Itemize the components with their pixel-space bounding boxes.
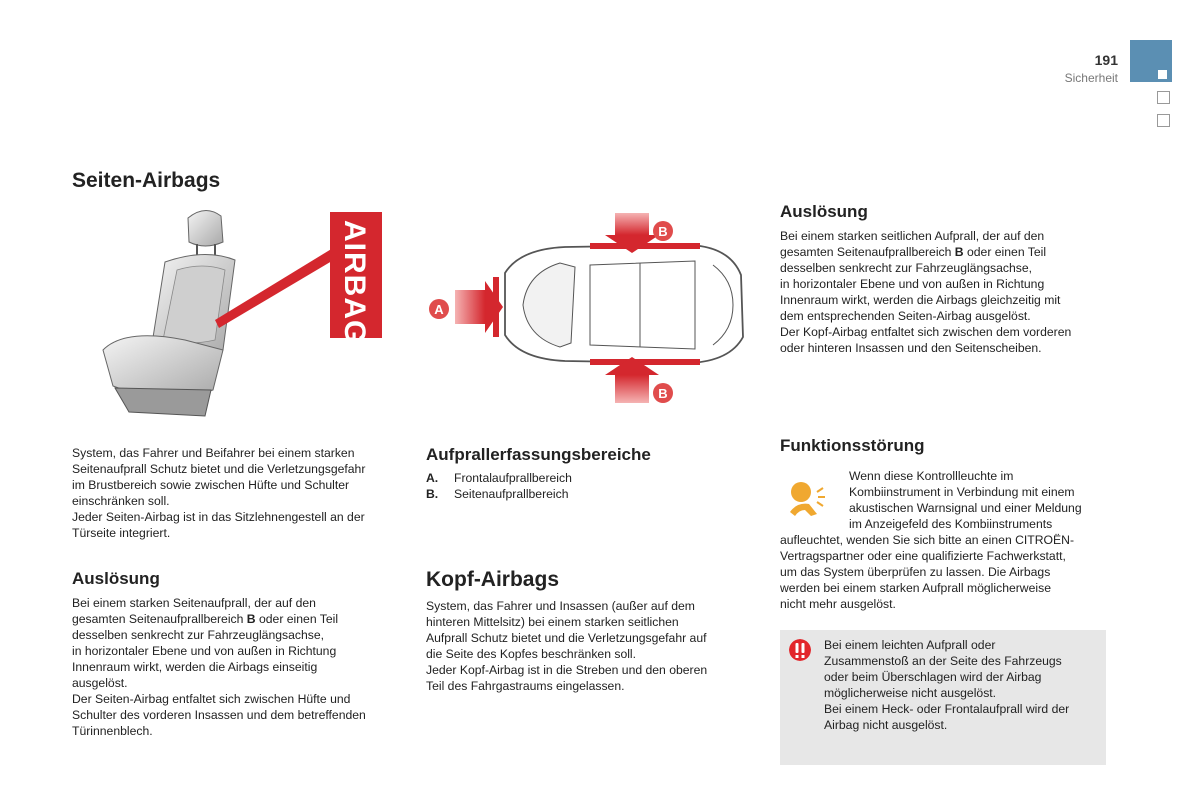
chapter-tab-box xyxy=(1157,114,1170,127)
seat-airbag-illustration xyxy=(85,200,395,425)
car-impact-zones-diagram xyxy=(425,205,750,415)
chapter-tab xyxy=(1130,40,1172,82)
marker-b-top: B xyxy=(658,224,668,239)
marker-b-bottom: B xyxy=(658,386,668,401)
page-title: Seiten-Airbags xyxy=(72,169,221,192)
list-item: A. Frontalaufprallbereich xyxy=(426,471,572,485)
marker-a: A xyxy=(434,302,444,317)
impact-zones-heading: Aufprallerfassungsbereiche xyxy=(426,445,651,464)
intro-text: System, das Fahrer und Beifahrer bei einem starken Seitenaufprall Schutz bietet und die Verletzungsgefahr im Brustbereich sowie zwischen Hüfte und Schulter einschränken soll. Jeder Seiten-Airbag ist in das Sitzlehnengestell an der Türseite integriert. xyxy=(72,446,366,540)
page-number: 191 xyxy=(1094,52,1118,68)
list-item: B. Seitenaufprallbereich xyxy=(426,487,569,501)
exclamation-icon xyxy=(789,639,811,661)
warning-text: Bei einem leichten Aufprall oder Zusammenstoß an der Seite des Fahrzeugs oder beim Überschlagen wird der Airbag möglicherweise nicht ausgelöst. Bei einem Heck- oder Frontalaufprall wird der Airbag nicht ausgelöst. xyxy=(824,638,1070,732)
section-label: Sicherheit xyxy=(1064,71,1118,85)
head-airbag-deployment-heading: Auslösung xyxy=(780,202,868,221)
impact-zones-list xyxy=(426,470,572,502)
side-airbag-deployment-heading: Auslösung xyxy=(72,569,160,588)
malfunction-text: aufleuchtet, wenden Sie sich bitte an einen CITROËN- Vertragspartner oder eine qualifizierte Fachwerkstatt, um das System überprüfen zu lassen. Die Airbags werden bei einem starken Aufprall möglicherweise nicht mehr ausgelöst. xyxy=(780,533,1075,611)
malfunction-heading: Funktionsstörung xyxy=(780,436,925,455)
head-airbags-text: System, das Fahrer und Insassen (außer auf dem hinteren Mittelsitz) bei einem starken seitlichen Aufprall Schutz bietet und die Verletzungsgefahr auf die Seite des Kopfes beschränken soll. Jeder Kopf-Airbag ist in die Streben und den oberen Teil des Fahrgastraums eingelassen. xyxy=(426,599,708,693)
airbag-warning-lamp-icon xyxy=(787,478,831,518)
head-airbags-heading: Kopf-Airbags xyxy=(426,568,559,591)
chapter-tab-box xyxy=(1157,91,1170,104)
airbag-label: AIRBAG xyxy=(338,220,371,345)
warning-box xyxy=(780,630,1106,765)
side-airbag-deployment-text: Bei einem starken Seitenaufprall, der auf den gesamten Seitenaufprallbereich B oder einen Teil desselben senkrecht zur Fahrzeuglängsachse, in horizontaler Ebene und von außen in Richtung Innenraum wirkt, werden die Airbags einseitig ausgelöst. Der Seiten-Airbag entfaltet sich zwischen Hüfte und Schulter des vorderen Insassen und dem betreffenden Türinnenblech. xyxy=(72,596,366,738)
malfunction-indented-text: Wenn diese Kontrollleuchte im Kombiinstrument in Verbindung mit einem akustischen Warnsignal und einer Meldung im Anzeigefeld des Kombiinstruments xyxy=(849,469,1082,531)
head-airbag-deployment-text: Bei einem starken seitlichen Aufprall, der auf den gesamten Seitenaufprallbereich B oder einen Teil desselben senkrecht zur Fahrzeuglängsachse, in horizontaler Ebene und von außen in Richtung Innenraum wirkt, werden die Airbags gleichzeitig mit dem entsprechenden Seiten-Airbag ausgelöst. Der Kopf-Airbag entfaltet sich zwischen dem vorderen oder hinteren Insassen und den Seitenscheiben. xyxy=(780,229,1072,355)
